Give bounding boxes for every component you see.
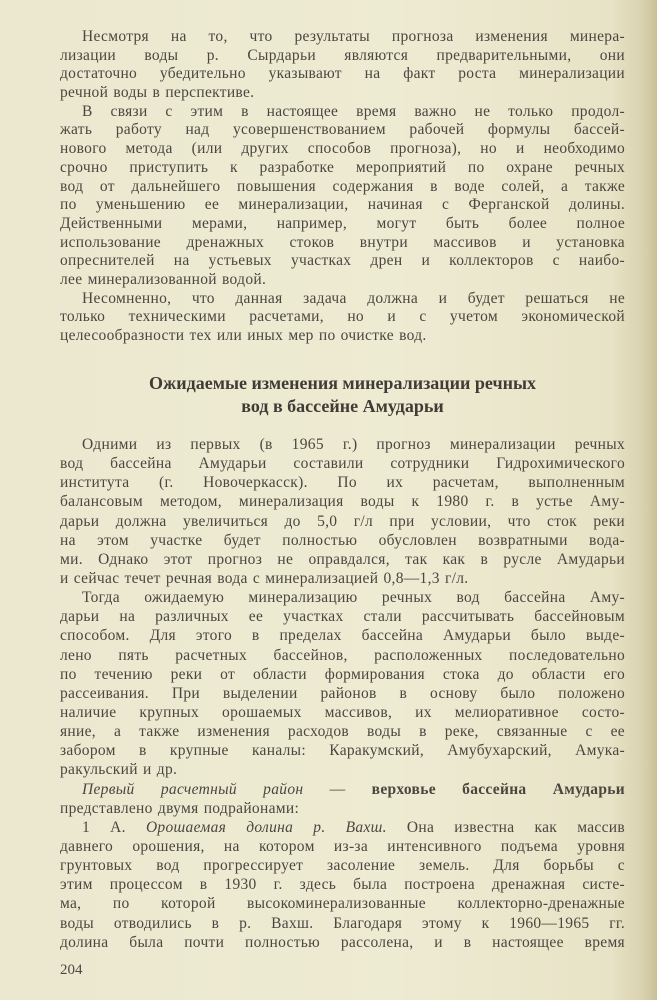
text-line: дарьи на различных ее участках стали рассчитывать бассейновым	[60, 608, 625, 626]
section-heading-line-2: вод в бассейне Амударьи	[241, 396, 444, 416]
paragraph	[60, 435, 625, 588]
text-span: 1 А.	[82, 818, 146, 836]
text-line: вод бассейна Амударьи составили сотрудники Гидрохимического	[60, 455, 625, 473]
text-line: наличие крупных орошаемых массивов, их мелиоративное состо-	[60, 703, 625, 721]
text-line: целесообразности тех или иных мер по очистке вод.	[60, 327, 427, 344]
text-line: Несмотря на то, что результаты прогноза изменения минера-	[82, 28, 625, 45]
text-block-bottom	[60, 435, 625, 952]
text-line: В связи с этим в настоящее время важно не только продол-	[82, 102, 625, 120]
text-line	[60, 780, 625, 799]
italic-text: Первый расчетный район	[82, 780, 304, 798]
text-span: —	[303, 780, 372, 798]
text-line: ма, по которой высокоминерализованные коллекторно-дренажные	[60, 895, 625, 913]
page-number: 204	[60, 962, 83, 978]
text-line: по течению реки от области формирования стока до области его	[60, 665, 625, 683]
text-line: на этом участке будет полностью обусловлен возвратными вода-	[60, 531, 625, 549]
text-line: института (г. Новочеркасск). По их расчетам, выполненным	[60, 474, 625, 492]
text-line: достаточно убедительно указывают на факт роста минерализации	[60, 65, 625, 83]
text-line: Одними из первых (в 1965 г.) прогноз минерализации речных	[82, 436, 625, 453]
text-block-top	[60, 28, 625, 346]
paragraph	[60, 588, 625, 779]
text-line	[60, 818, 625, 837]
text-line: забором в крупные каналы: Каракумский, Амубухарский, Амука-	[60, 742, 625, 760]
text-line: рассеивания. При выделении районов в основу было положено	[60, 684, 625, 702]
text-line: лизации воды р. Сырдарьи являются предварительными, они	[60, 46, 625, 64]
paragraph	[60, 103, 625, 290]
text-line: и сейчас течет речная вода с минерализацией 0,8—1,3 г/л.	[60, 569, 469, 587]
text-line: воды отводились в р. Вахш. Благодаря этому к 1960—1965 гг.	[60, 914, 625, 932]
text-line: Действенными мерами, например, могут быть более полное	[60, 214, 625, 232]
text-line: ми. Однако этот прогноз не оправдался, так как в русле Амударьи	[60, 550, 625, 568]
text-line: дарьи должна увеличиться до 5,0 г/л при условии, что сток реки	[60, 512, 625, 530]
paragraph	[60, 290, 625, 346]
bold-text: верховье бассейна Амударьи	[371, 780, 625, 798]
text-line: балансовым методом, минерализация воды к 1980 г. в устье Аму-	[60, 493, 625, 511]
text-line: использование дренажных стоков внутри массивов и установка	[60, 233, 625, 251]
text-line: речной воды в перспективе.	[60, 84, 255, 102]
text-line: лено пять расчетных бассейнов, расположенных последовательно	[60, 646, 625, 664]
text-line: яние, а также изменения расходов воды в реке, связанные с ее	[60, 723, 625, 741]
text-line: грунтовых вод прогрессирует засоление земель. Для борьбы с	[60, 857, 625, 875]
text-line: ракульский и др.	[60, 761, 178, 779]
paragraph	[60, 780, 625, 818]
text-line: опреснителей на устьевых участках дрен и коллекторов с наибо-	[60, 252, 625, 270]
section-heading	[60, 372, 625, 418]
text-line: долина была почти полностью рассолена, и в настоящее время	[60, 933, 625, 951]
text-line: представлено двумя подрайонами:	[60, 799, 300, 817]
text-line: срочно приступить к разработке мероприятий по охране речных	[60, 158, 625, 176]
text-line: этим процессом в 1930 г. здесь была построена дренажная систе-	[60, 876, 625, 894]
text-line: давнего орошения, на котором из-за интенсивного подъема уровня	[60, 837, 625, 855]
text-line: способом. Для этого в пределах бассейна Амударьи было выде-	[60, 627, 625, 645]
section-heading-line-1: Ожидаемые изменения минерализации речных	[148, 373, 537, 393]
italic-text: Орошаемая долина р. Вахш.	[145, 818, 387, 836]
text-line: вод от дальнейшего повышения содержания в воде солей, а также	[60, 177, 625, 195]
text-line: Несомненно, что данная задача должна и будет решаться не	[82, 289, 625, 307]
text-line: по уменьшению ее минерализации, начиная с Ферганской долины.	[60, 196, 625, 214]
text-line: только техническими расчетами, но и с учетом экономической	[60, 308, 625, 326]
text-line: Тогда ожидаемую минерализацию речных вод бассейна Аму-	[82, 589, 625, 607]
text-line: лее минерализованной водой.	[60, 270, 267, 288]
paragraph	[60, 818, 625, 952]
paragraph	[60, 28, 625, 103]
text-line: нового метода (или других способов прогноза), но и необходимо	[60, 140, 625, 158]
text-span: Она известна как массив	[386, 818, 625, 836]
text-line: жать работу над усовершенствованием рабочей формулы бассей-	[60, 121, 625, 139]
